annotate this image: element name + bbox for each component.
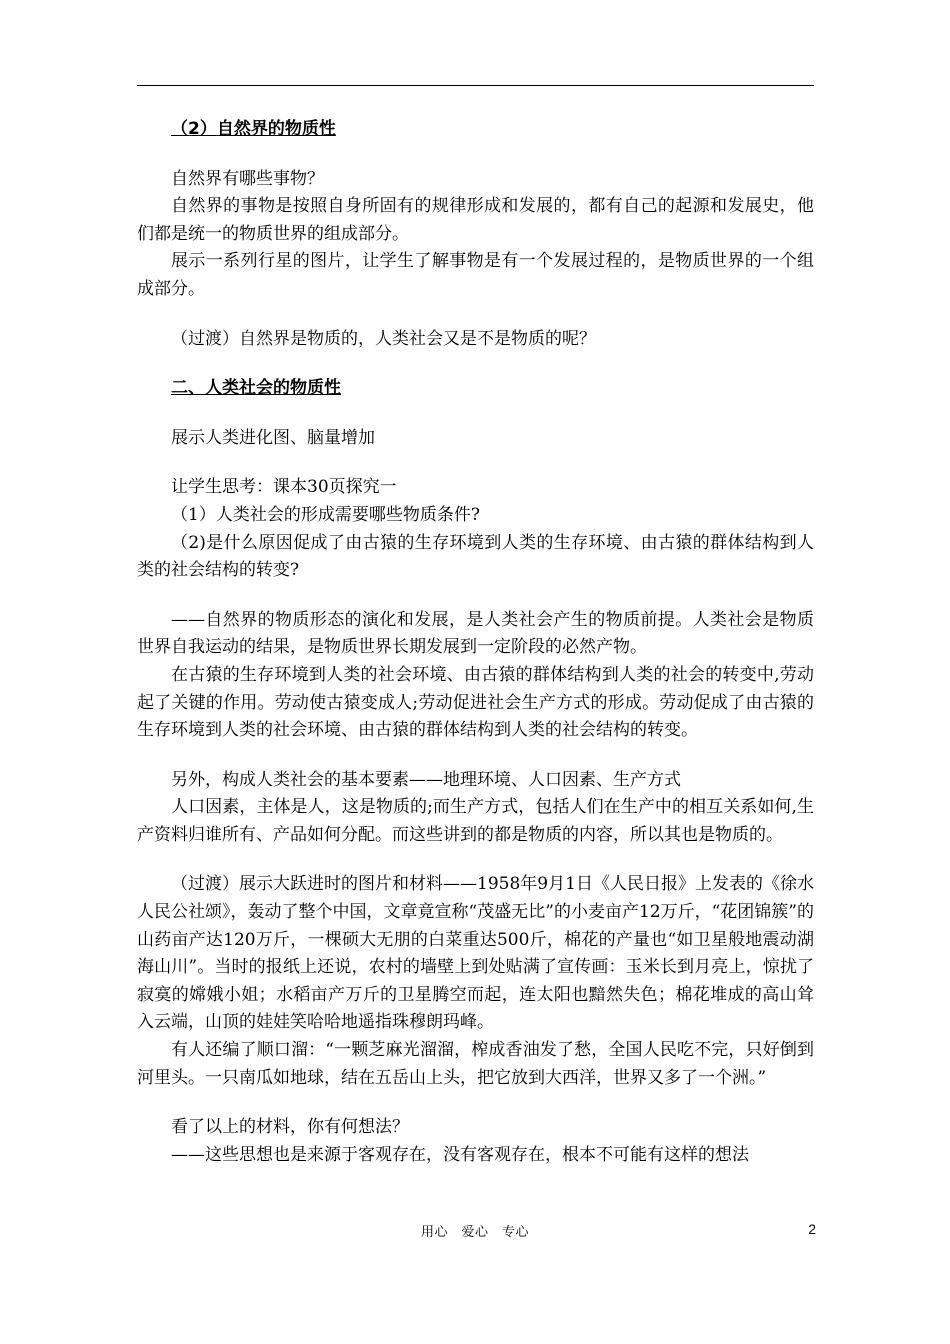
paragraph-gap (137, 144, 814, 166)
paragraph: ——这些思想也是来源于客观存在，没有客观存在，根本不可能有这样的想法 (171, 1144, 749, 1165)
paragraph: （1）人类社会的形成需要哪些物质条件? (171, 504, 480, 525)
paragraph: 另外，构成人类社会的基本要素——地理环境、人口因素、生产方式 (171, 769, 681, 790)
paragraph: 让学生思考：课本30页探究一 (171, 477, 397, 498)
section-heading: （2）自然界的物质性 (171, 119, 336, 139)
footer-motto: 用心 爱心 专心 (420, 1225, 529, 1240)
paragraph: 展示一系列行星的图片，让学生了解事物是有一个发展过程的，是物质世界的一个组成部分。 (137, 251, 814, 299)
paragraph: （2)是什么原因促成了由古猿的生存环境到人类的生存环境、由古猿的群体结构到人类的社会结构的转变? (137, 532, 814, 581)
paragraph: 自然界的事物是按照自身所固有的规律形成和发展的，都有自己的起源和发展史，他们都是统一的物质世界的组成部分。 (137, 196, 814, 244)
paragraph: 看了以上的材料，你有何想法？ (171, 1117, 409, 1138)
paragraph: 在古猿的生存环境到人类的社会环境、由古猿的群体结构到人类的社会的转变中,劳动起了关键的作用。劳动使古猿变成人;劳动促进社会生产方式的形成。劳动促成了由古猿的生存环境到人类的社会环境、由古猿的群体结构到人类的社会结构的转变。 (137, 664, 814, 741)
paragraph-gap (137, 304, 814, 326)
paragraph-gap (137, 585, 814, 607)
paragraph: 有人还编了顺口溜：“一颗芝麻光溜溜，榨成香油发了愁，全国人民吃不完，只好倒到河里头。一只南瓜如地球，结在五岳山上头，把它放到大西洋，世界又多了一个洲。” (137, 1040, 814, 1088)
paragraph-gap (137, 353, 814, 375)
paragraph: 人口因素，主体是人，这是物质的;而生产方式，包括人们在生产中的相互关系如何,生产资料归谁所有、产品如何分配。而这些讲到的都是物质的内容，所以其也是物质的。 (137, 797, 814, 845)
paragraph: （过渡）自然界是物质的，人类社会又是不是物质的呢？ (171, 328, 596, 349)
paragraph: （过渡）展示大跃进时的图片和材料——1958年9月1日《人民日报》上发表的《徐水人民公社颂》，轰动了整个中国，文章竟宣称“茂盛无比”的小麦亩产12万斤，“花团锦簇”的山药亩产达120万斤，一棵硕大无朋的白菜重达500斤，棉花的产量也“如卫星般地震动湖海山川”。当时的报纸上还说，农村的墙壁上到处贴满了宣传画：玉米长到月亮上，惊扰了寂寞的嫦娥小姐；水稻亩产万斤的卫星腾空而起，连太阳也黯然失色；棉花堆成的高山耸入云端，山顶的娃娃笑哈哈地遥指珠穆朗玛峰。 (137, 874, 814, 1033)
paragraph: ——自然界的物质形态的演化和发展，是人类社会产生的物质前提。人类社会是物质世界自我运动的结果，是物质世界长期发展到一定阶段的必然产物。 (137, 609, 814, 658)
paragraph-gap (137, 745, 814, 767)
header-rule (137, 85, 814, 86)
paragraph-gap (137, 403, 814, 425)
paragraph: 自然界有哪些事物？ (171, 168, 324, 189)
paragraph-gap (137, 849, 814, 871)
document-body (137, 116, 814, 1169)
section-heading: 二、人类社会的物质性 (171, 378, 341, 399)
page-number: 2 (808, 1221, 816, 1237)
paragraph: 展示人类进化图、脑量增加 (171, 427, 375, 448)
paragraph-gap (137, 1092, 814, 1114)
paragraph-gap (137, 452, 814, 474)
